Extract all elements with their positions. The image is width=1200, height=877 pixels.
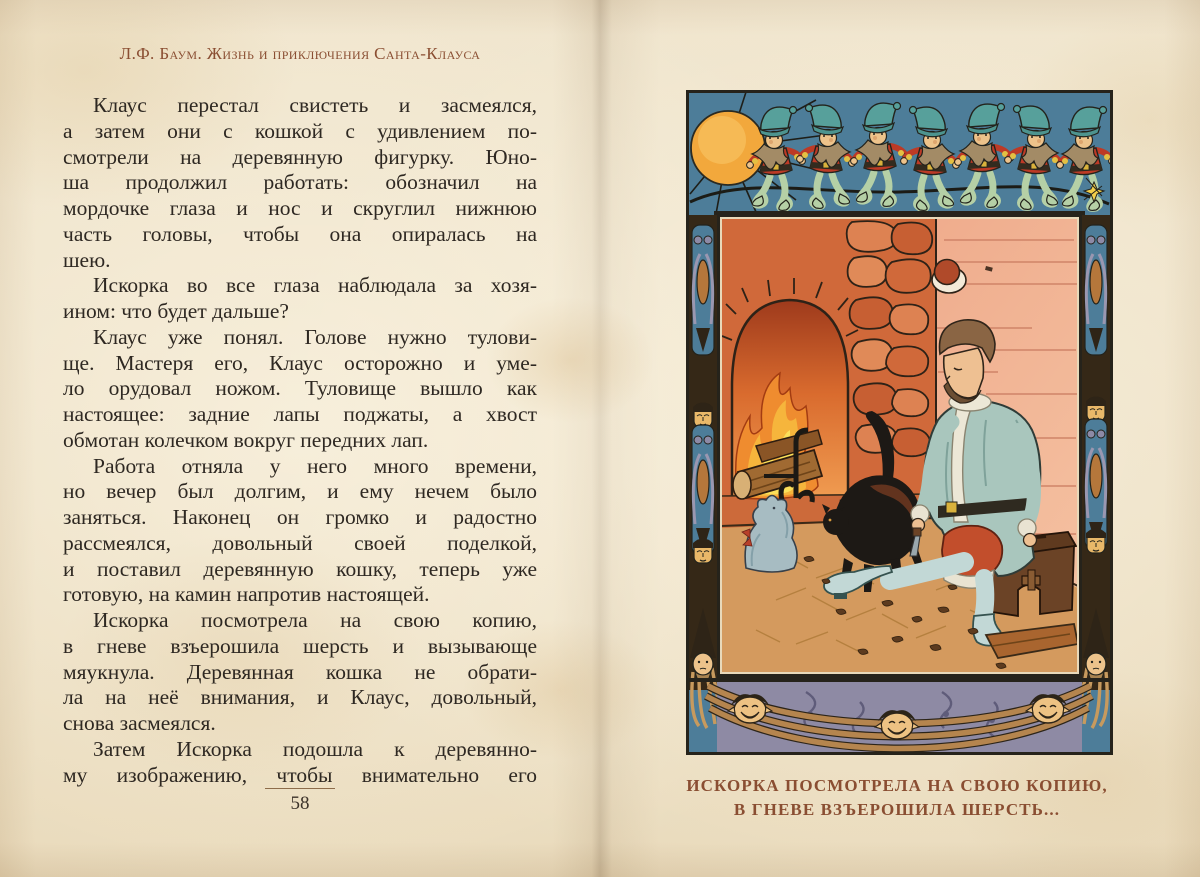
text-line: Затем Искорка подошла к деревянно- [93,736,537,761]
text-line: мордочке глаза и нос и скруглил нижнюю [63,196,537,220]
running-header: Л.Ф. Баум. Жизнь и приключения Санта-Клауса [119,44,481,63]
caption-line-2: В ГНЕВЕ ВЗЪЕРОШИЛА ШЕРСТЬ... [733,799,1061,819]
page-number: 58 [290,793,310,814]
band-separator [689,678,1110,682]
text-line: Искорка посмотрела на свою копию, [93,608,537,632]
caption-line-1: ИСКОРКА ПОСМОТРЕЛА НА СВОЮ КОПИЮ, [686,776,1108,795]
text-line: и поставил деревянную кошку, теперь уже [63,556,537,581]
inner-scene [721,218,1078,673]
paragraph [63,454,537,609]
text-line: часть головы, чтобы она опиралась на [63,221,537,246]
text-line: заняться. Наконец он громко и радостно [63,505,537,529]
text-line: ином: что будет дальше? [63,299,289,323]
text-line: а затем они с кошкой с удивлением по- [63,118,537,143]
text-line: ло орудовал ножом. Туловище вышло как [63,376,537,401]
illustration-caption [640,774,1154,821]
paragraph [63,737,537,789]
page-number-rule [265,788,335,789]
paragraph [63,93,537,273]
left-totem-column [689,215,721,750]
illustration [686,90,1113,755]
paragraph [63,273,537,325]
text-line: ша продолжил работать: обозначил на [63,170,537,195]
text-line: обмотан колечком вокруг передних лап. [63,427,429,452]
sun-highlight [698,116,746,164]
text-line: шею. [63,247,111,272]
ball [935,260,960,285]
text-line: Клаус перестал свистеть и засмеялся, [93,93,537,117]
text-line: Клаус уже понял. Голове нужно тулови- [93,324,537,349]
paragraph [63,325,537,454]
text-line: но вечер был долгим, и ему нечем было [63,479,537,504]
text-line: ла на неё внимания, и Клаус, довольный, [63,685,537,710]
text-line: ще. Мастеря его, Клаус осторожно и уме- [63,350,537,375]
body-text [63,93,537,788]
text-line: рассмеялся, довольный своей поделкой, [63,530,537,555]
illustration-art [686,90,1113,755]
text-line: готовую, на камин напротив настоящей. [63,582,430,607]
text-line: смотрели на деревянную фигурку. Юно- [63,144,537,169]
text-line: снова засмеялся. [63,711,216,735]
text-line: Работа отняла у него много времени, [93,453,537,478]
bottom-ornament-band [706,682,1092,752]
text-line: мяукнула. Деревянная кошка не обрати- [63,659,537,684]
paragraph [63,608,537,737]
text-line: Искорка во все глаза наблюдала за хозя- [93,273,537,298]
text-line: настоящее: задние лапы поджаты, а хвост [63,402,537,426]
right-totem-column [1078,215,1110,750]
text-line: му изображению, чтобы внимательно его [63,762,537,787]
text-line: в гневе взъерошила шерсть и вызывающе [63,633,537,658]
